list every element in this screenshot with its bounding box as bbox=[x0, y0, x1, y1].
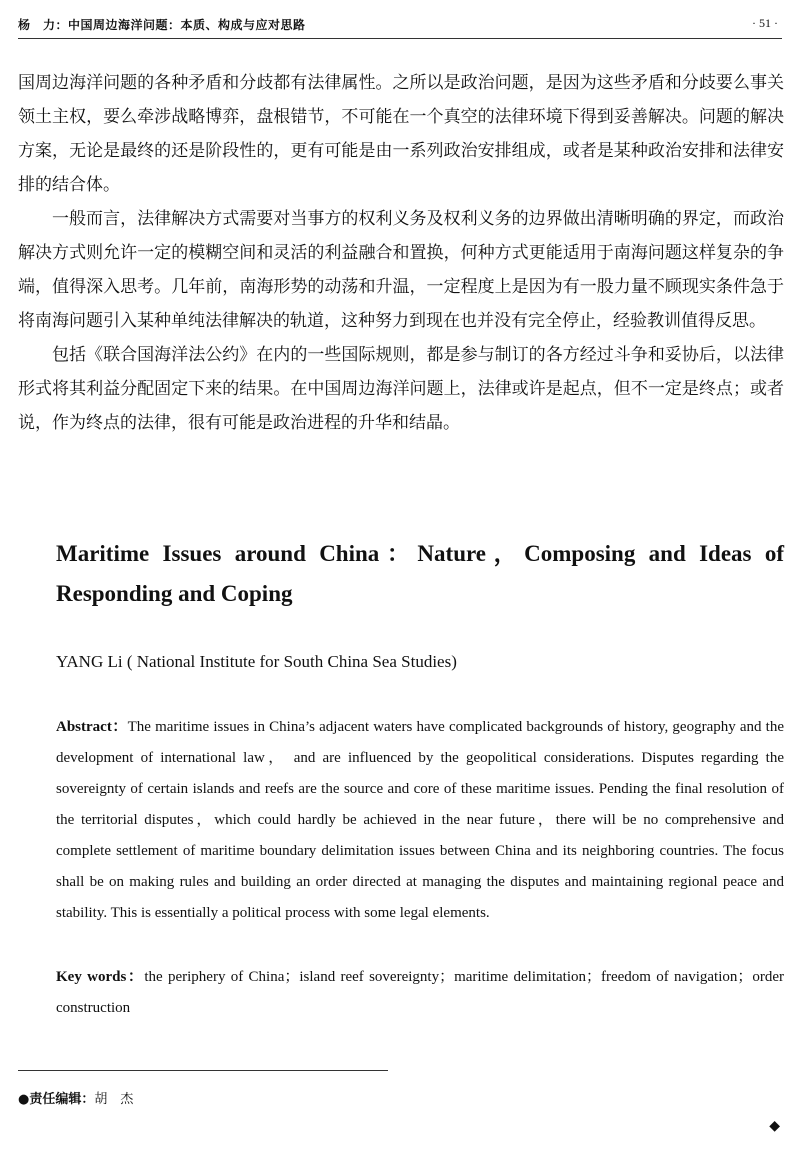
keywords-label: Key words： bbox=[56, 969, 145, 985]
running-header bbox=[18, 14, 782, 39]
editor-label: ●责任编辑： bbox=[18, 1092, 95, 1107]
english-author: YANG Li ( National Institute for South China Sea Studies) bbox=[56, 652, 457, 671]
footnote-divider bbox=[18, 1070, 388, 1071]
english-title: Maritime Issues around China：Nature，Composing and Ideas of Responding and Coping bbox=[56, 541, 784, 606]
responsible-editor bbox=[18, 1088, 133, 1107]
body-paragraph-3: 包括《联合国海洋法公约》在内的一些国际规则，都是参与制订的各方经过斗争和妥协后，以法律形式将其利益分配固定下来的结果。在中国周边海洋问题上，法律或许是起点，但不一定是终点；或者说，作为终点的法律，很有可能是政治进程的升华和结晶。 bbox=[18, 345, 784, 433]
abstract-text: The maritime issues in China’s adjacent waters have complicated backgrounds of history, geography and the development of international law， and are influenced by the geopolitical considerations. Disputes regarding the sovereignty of certain islands and reefs are the source and core of these maritime issues. Pending the final resolution of the territorial disputes，which could hardly be achieved in the near future，there will be no comprehensive and complete settlement of maritime boundary delimitation issues between China and its neighboring countries. The focus shall be on making rules and building an order directed at managing the disputes and maintaining regional peace and stability. This is essentially a political process with some legal elements. bbox=[56, 719, 784, 921]
keywords-text: the periphery of China；island reef sovereignty；maritime delimitation；freedom of navigation；order construction bbox=[56, 969, 785, 1016]
english-keywords bbox=[56, 962, 784, 1024]
running-title: 杨 力：中国周边海洋问题：本质、构成与应对思路 bbox=[18, 18, 306, 32]
abstract-label: Abstract： bbox=[56, 719, 128, 735]
body-paragraph-1: 国周边海洋问题的各种矛盾和分歧都有法律属性。之所以是政治问题，是因为这些矛盾和分歧要么事关领土主权，要么牵涉战略博弈，盘根错节，不可能在一个真空的法律环境下得到妥善解决。问题的解决方案，无论是最终的还是阶段性的，更有可能是由一系列政治安排组成，或者是某种政治安排和法律安排的结合体。 bbox=[18, 73, 784, 195]
page-number: · 51 · bbox=[752, 16, 778, 30]
editor-name: 胡 杰 bbox=[94, 1092, 134, 1107]
end-mark-icon: ◆ bbox=[769, 1118, 780, 1134]
body-paragraph-2: 一般而言，法律解决方式需要对当事方的权利义务及权利义务的边界做出清晰明确的界定，而政治解决方式则允许一定的模糊空间和灵活的利益融合和置换，何种方式更能适用于南海问题这样复杂的争端，值得深入思考。几年前，南海形势的动荡和升温，一定程度上是因为有一股力量不顾现实条件急于将南海问题引入某种单纯法律解决的轨道，这种努力到现在也并没有完全停止，经验教训值得反思。 bbox=[18, 209, 784, 331]
chinese-body-text bbox=[18, 66, 784, 440]
english-abstract bbox=[56, 712, 784, 929]
